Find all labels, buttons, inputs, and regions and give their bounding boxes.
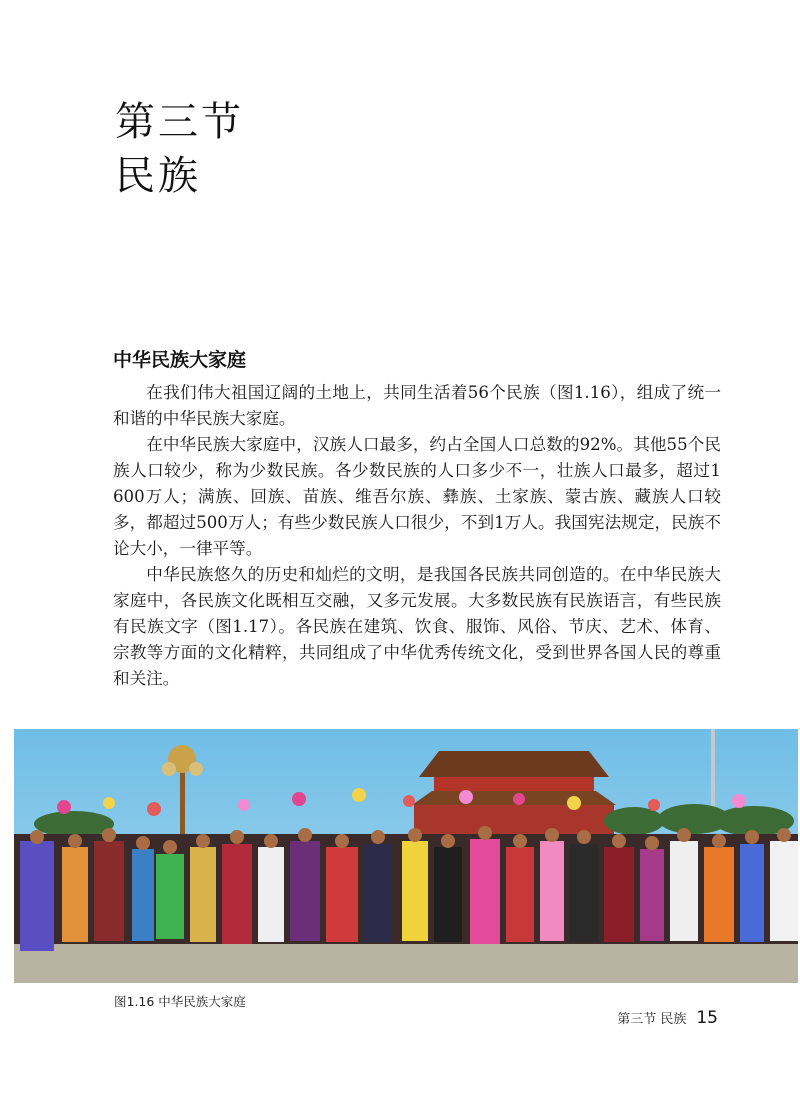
section-title: 民族 bbox=[115, 153, 201, 199]
paragraph-2: 在中华民族大家庭中，汉族人口最多，约占全国人口总数的92%。其他55个民族人口较少，称为少数民族。各少数民族的人口多少不一，壮族人口最多，超过1 600万人；满族、回族、苗族、维吾尔族、彝族、土家族、蒙古族、藏族人口较多，都超过500万人；有些少数民族人口很少，不到1万人。我国宪法规定，民族不论大小，一律平等。 bbox=[113, 435, 721, 558]
paragraph-3: 中华民族悠久的历史和灿烂的文明，是我国各民族共同创造的。在中华民族大家庭中，各民族文化既相互交融，又多元发展。大多数民族有民族语言，有些民族有民族文字（图1.17）。各民族在建筑、饮食、服饰、风俗、节庆、艺术、体育、宗教等方面的文化精粹，共同组成了中华优秀传统文化，受到世界各国人民的尊重和关注。 bbox=[113, 565, 721, 688]
paragraph-1: 在我们伟大祖国辽阔的土地上，共同生活着56个民族（图1.16），组成了统一和谐的中华民族大家庭。 bbox=[113, 383, 721, 428]
section-number: 第三节 bbox=[115, 99, 244, 145]
running-head: 第三节 民族 bbox=[617, 1012, 687, 1027]
figure-caption: 图1.16 中华民族大家庭 bbox=[114, 994, 246, 1009]
subsection-heading: 中华民族大家庭 bbox=[113, 349, 247, 371]
gate-building bbox=[412, 751, 616, 839]
ethnic-group-photo bbox=[14, 729, 798, 983]
page-footer bbox=[617, 1008, 718, 1028]
body-text bbox=[113, 380, 721, 692]
page-number: 15 bbox=[696, 1008, 718, 1028]
crowd bbox=[14, 834, 798, 951]
